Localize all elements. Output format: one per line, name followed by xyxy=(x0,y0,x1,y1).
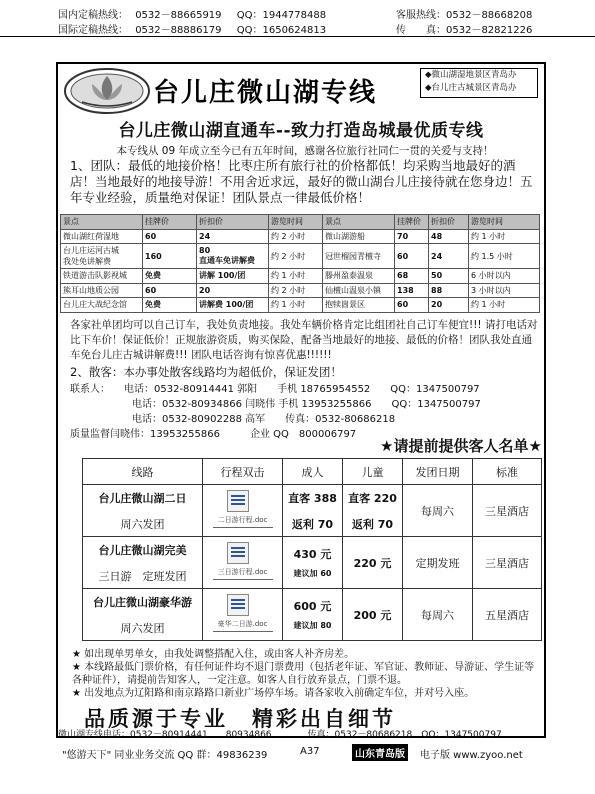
child-price: 直客 220 xyxy=(348,491,397,505)
intl-phone: 0532－88886179 xyxy=(135,25,222,36)
cell: 60 xyxy=(143,229,197,244)
col-header: 线路 xyxy=(83,459,203,485)
itinerary-cell[interactable] xyxy=(203,485,283,537)
cell: 48 xyxy=(429,229,469,244)
intro-text: 本专线从 09 年成立至今已有五年时间，感谢各位旅行社同仁一贯的关爱与支持！ xyxy=(116,145,494,157)
route-name-cell xyxy=(83,589,203,641)
cell: 免费 xyxy=(143,269,197,284)
fax-phone: 0532－82821226 xyxy=(446,25,533,36)
cell: 仙檀山温泉小镇 xyxy=(323,283,395,298)
footer-contact-line: 微山湖专线电话：0532－80914441 80934866 传真：0532－80686218 QQ：1347500797 xyxy=(58,730,502,740)
col-header: 儿童 xyxy=(343,459,403,485)
lotus-logo xyxy=(62,66,152,116)
adult-price: 直客 388 xyxy=(288,491,337,505)
route-name: 台儿庄微山湖完美 xyxy=(98,543,187,557)
note-item: ★ 如出现单男单女，由我处调整搭配入住，或由客人补齐房差。 xyxy=(72,649,355,660)
cell: 讲解费 100/团 xyxy=(197,298,269,313)
table-row xyxy=(61,269,540,284)
office-item: ◆台儿庄古城景区青岛办 xyxy=(425,83,517,93)
itinerary-cell[interactable] xyxy=(203,589,283,641)
notes-list xyxy=(72,648,542,700)
itinerary-cell[interactable] xyxy=(203,537,283,589)
cell: 约 1 小时 xyxy=(469,229,540,244)
cell: 20 xyxy=(197,283,269,298)
cell: 约 2 小时 xyxy=(269,283,323,298)
website-text: 电子版 www.zyoo.net xyxy=(420,750,523,761)
note-item: ★ 出发地点为辽阳路和南京路路口新业广场停车场。请各家收入前确定车位，并对号入座。 xyxy=(72,688,475,699)
slogan: 品质源于专业 精彩出自细节 xyxy=(84,706,396,731)
cell: 免费 xyxy=(143,298,197,313)
child-rebate: 返利 70 xyxy=(351,517,394,531)
cell: 约 2 小时 xyxy=(269,244,323,269)
fax-line xyxy=(396,21,532,36)
route-name-cell xyxy=(83,485,203,537)
intl-label: 国际定稿热线： xyxy=(58,25,128,36)
office-list xyxy=(420,68,538,98)
adult-suggest: 建议加 60 xyxy=(293,569,332,578)
contact-row: 电话：0532-80914441 郭阳 手机 18765954552 QQ：1347500797 xyxy=(124,384,480,395)
cell: 微山湖游船 xyxy=(323,229,395,244)
cell: 讲解 100/团 xyxy=(197,269,269,284)
cell: 约 1 小时 xyxy=(269,269,323,284)
adult-price: 430 元 xyxy=(293,548,332,561)
cell: 抱犊崮景区 xyxy=(323,298,395,313)
banner-title: 台儿庄微山湖专线 xyxy=(153,78,378,108)
cell: 138 xyxy=(395,283,429,298)
col-header: 折扣价 xyxy=(429,215,469,230)
col-header: 景点 xyxy=(323,215,395,230)
domestic-label: 国内定稿热线： xyxy=(58,10,128,21)
col-header: 标准 xyxy=(473,459,542,485)
cell: 24 xyxy=(429,244,469,269)
word-document-icon[interactable] xyxy=(213,594,273,632)
cell: 60 xyxy=(395,298,429,313)
file-name: 三日游行程.doc xyxy=(217,568,268,576)
route-name: 台儿庄微山湖二日 xyxy=(98,491,187,505)
routes-table xyxy=(82,458,542,641)
cell: 60 xyxy=(143,283,197,298)
word-document-icon[interactable] xyxy=(213,542,273,580)
cell: 3 小时以内 xyxy=(469,283,540,298)
cell: 台儿庄大战纪念馆 xyxy=(61,298,143,313)
table-row xyxy=(83,485,542,537)
table-row xyxy=(61,298,540,313)
file-name: 二日游行程.doc xyxy=(217,516,268,524)
route-sub: 周六发团 xyxy=(120,517,165,531)
adult-cell xyxy=(283,589,343,641)
fax-label: 传 真： xyxy=(396,25,446,36)
cell: 50 xyxy=(429,269,469,284)
col-header: 游览时间 xyxy=(469,215,540,230)
cell: 约 1 小时 xyxy=(469,298,540,313)
domestic-qq: QQ：1944778488 xyxy=(236,10,327,21)
cell: 88 xyxy=(429,283,469,298)
service-label: 客服热线： xyxy=(396,10,446,21)
cell: 24 xyxy=(197,229,269,244)
supervisor-row: 质量监督闫晓伟：13953255866 企业 QQ 800006797 xyxy=(70,429,357,440)
date-cell: 定期发班 xyxy=(403,537,473,589)
point-team: 1、团队：最低的地接价格！比枣庄所有旅行社的价格都低！均采购当地最好的酒店！当地最好的地接导游！不用舍近求远，最好的微山湖台儿庄接待就在您身边！五年专业经验，质量绝对保证！团队景点一律最低价格！ xyxy=(70,158,533,205)
col-header: 发团日期 xyxy=(403,459,473,485)
adult-cell xyxy=(283,485,343,537)
route-sub: 三日游 定班发团 xyxy=(98,569,187,583)
point-individual: 2、散客：本办事处散客线路均为超低价，保证发团！ xyxy=(70,365,342,379)
child-cell: 200 元 xyxy=(343,589,403,641)
intl-qq: QQ：1650624813 xyxy=(236,25,327,36)
service-phone: 0532－88668208 xyxy=(446,10,533,21)
routes-header-row xyxy=(83,459,542,485)
table-row xyxy=(61,229,540,244)
cell: 熊耳山地质公园 xyxy=(61,283,143,298)
booking-paragraph: 各家社单团均可以自己订车，我处负责地接。我处车辆价格肯定比组团社自己订车便宜!!! 请打电话对比下车价！保证低价！正规旅游资质，购买保险，配备当地最好的地接、最低的价格！团队我处直通车免台儿庄古城讲解费!!! 团队电话咨询有惊喜优惠!!!!!! xyxy=(70,319,538,361)
col-header: 行程双击 xyxy=(203,459,283,485)
note-item: ★ 本线路最低门票价格，有任何证件均不退门票费用（包括老年证、军官证、教师证、导游证、学生证等各种证件），请提前告知客人，一定注意。如客人自行放弃景点，门票不退。 xyxy=(72,662,535,686)
spots-table xyxy=(60,214,540,313)
child-cell xyxy=(343,485,403,537)
table-row xyxy=(83,537,542,589)
cell: 冠世榴园青檀寺 xyxy=(323,244,395,269)
cell: 滕州盈泰温泉 xyxy=(323,269,395,284)
cell: 铁道游击队影视城 xyxy=(61,269,143,284)
spots-header-row xyxy=(61,215,540,230)
standard-cell: 三星酒店 xyxy=(473,485,542,537)
contact-row: 电话：0532-80902288 高军 传真：0532-80686218 xyxy=(132,414,396,425)
service-hotline xyxy=(396,6,532,21)
route-sub: 周六发团 xyxy=(120,621,165,635)
cell: 60 xyxy=(395,244,429,269)
intl-hotline xyxy=(58,21,326,36)
cell: 68 xyxy=(395,269,429,284)
col-header: 成人 xyxy=(283,459,343,485)
domestic-phone: 0532－88665919 xyxy=(135,10,222,21)
col-header: 游览时间 xyxy=(269,215,323,230)
table-row xyxy=(61,244,540,269)
cell: 约 1.5 小时 xyxy=(469,244,540,269)
name-list-notice: ★请提前提供客人名单★ xyxy=(380,437,542,455)
office-item: ◆微山湖湿地景区青岛办 xyxy=(425,70,517,80)
adult-suggest: 建议加 80 xyxy=(293,621,332,630)
cell: 约 1 小时 xyxy=(269,298,323,313)
contacts-label: 联系人： xyxy=(70,384,110,395)
cell: 6 小时以内 xyxy=(469,269,540,284)
date-cell: 每周六 xyxy=(403,589,473,641)
standard-cell: 三星酒店 xyxy=(473,537,542,589)
cell: 70 xyxy=(395,229,429,244)
contact-row: 电话：0532-80934866 闫晓伟 手机 13953255866 QQ：1347500797 xyxy=(132,399,481,410)
contacts-block xyxy=(70,382,540,442)
child-cell: 220 元 xyxy=(343,537,403,589)
adult-cell xyxy=(283,537,343,589)
cell: 80 直通车免讲解费 xyxy=(197,244,269,269)
headline: 台儿庄微山湖直通车--致力打造岛城最优质专线 xyxy=(118,121,484,141)
col-header: 景点 xyxy=(61,215,143,230)
cell: 160 xyxy=(143,244,197,269)
qq-group-text: "悠游天下" 同业业务交流 QQ 群：49836239 xyxy=(62,750,268,761)
cell: 20 xyxy=(429,298,469,313)
header-divider xyxy=(0,36,595,37)
page-number: A37 xyxy=(300,746,320,757)
adult-price: 600 元 xyxy=(293,600,332,613)
date-cell: 每周六 xyxy=(403,485,473,537)
col-header: 折扣价 xyxy=(197,215,269,230)
cell: 台儿庄运河古城 我处免讲解费 xyxy=(61,244,143,269)
standard-cell: 五星酒店 xyxy=(473,589,542,641)
file-name: 豪华二日游.doc xyxy=(217,620,268,628)
table-row xyxy=(61,283,540,298)
route-name: 台儿庄微山湖豪华游 xyxy=(93,595,192,609)
domestic-hotline xyxy=(58,6,326,21)
edition-badge: 山东青岛版 xyxy=(352,744,408,761)
word-document-icon[interactable] xyxy=(213,490,273,528)
cell: 微山湖红荷湿地 xyxy=(61,229,143,244)
cell: 约 2 小时 xyxy=(269,229,323,244)
adult-rebate: 返利 70 xyxy=(291,517,334,531)
table-row xyxy=(83,589,542,641)
col-header: 挂牌价 xyxy=(143,215,197,230)
col-header: 挂牌价 xyxy=(395,215,429,230)
route-name-cell xyxy=(83,537,203,589)
